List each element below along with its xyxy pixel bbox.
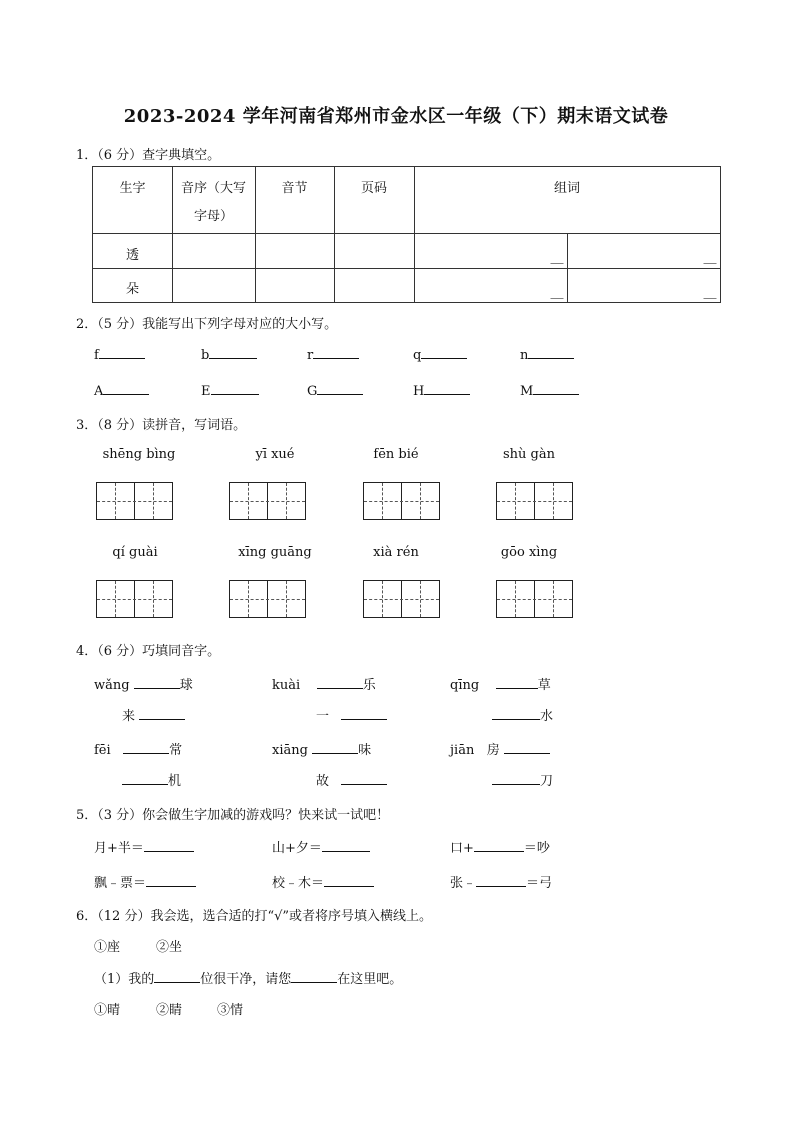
homophone-item: 刀 <box>492 770 553 789</box>
row-char-duo: 朵 <box>125 282 139 297</box>
answer-blank[interactable] <box>341 707 387 720</box>
answer-blank[interactable] <box>312 741 358 754</box>
writing-grid[interactable] <box>229 580 306 618</box>
row-char-tou: 透 <box>125 248 139 263</box>
letter-item: E <box>201 382 259 399</box>
header-syllable: 音节 <box>281 181 308 196</box>
char-math-item: 口+ ＝吵 <box>450 841 550 856</box>
answer-blank[interactable] <box>421 346 467 359</box>
homophone-item: 一 <box>316 705 387 724</box>
homophone-item: wǎng 球 <box>94 678 193 693</box>
letter-item: n <box>520 346 574 363</box>
option-item[interactable]: ②坐 <box>156 940 183 955</box>
answer-blank[interactable] <box>424 382 470 395</box>
header-page: 页码 <box>360 181 387 196</box>
letter-item: G <box>307 382 363 399</box>
option-item[interactable]: ①座 <box>94 940 121 955</box>
homophone-item: 来 <box>122 705 185 724</box>
pinyin-label: xià rén <box>373 545 419 560</box>
answer-blank[interactable] <box>324 874 374 887</box>
answer-blank[interactable] <box>474 839 524 852</box>
pinyin-label: fēn bié <box>373 447 419 462</box>
question-6-heading: 6．（12 分）我会选，选合适的打“√”或者将序号填入横线上。 <box>76 909 433 924</box>
pinyin-label: shù gàn <box>503 447 555 462</box>
option-item[interactable]: ②睛 <box>156 1003 183 1018</box>
answer-blank[interactable] <box>313 346 359 359</box>
homophone-item: xiāng 味 <box>272 743 372 758</box>
pinyin-label: xīng guāng <box>238 545 312 560</box>
blank-mark[interactable]: ＿ <box>550 286 564 301</box>
answer-blank[interactable] <box>123 741 169 754</box>
answer-blank[interactable] <box>122 772 168 785</box>
writing-grid[interactable] <box>363 580 440 618</box>
answer-blank[interactable] <box>496 676 538 689</box>
option-item[interactable]: ③情 <box>217 1003 244 1018</box>
sentence-1: （1）我的 位很干净，请您 在这里吧。 <box>94 972 403 987</box>
answer-blank[interactable] <box>476 874 526 887</box>
answer-blank[interactable] <box>139 707 185 720</box>
answer-blank[interactable] <box>103 382 149 395</box>
pinyin-label: gōo xìng <box>500 545 558 560</box>
pinyin-label: shēng bìng <box>102 447 176 462</box>
char-math-item: 校﹣木＝ <box>272 872 374 891</box>
writing-grid[interactable] <box>496 482 573 520</box>
answer-blank[interactable] <box>317 382 363 395</box>
header-character: 生字 <box>119 181 146 196</box>
question-4-heading: 4．（6 分）巧填同音字。 <box>76 644 221 659</box>
option-item[interactable]: ①晴 <box>94 1003 121 1018</box>
writing-grid[interactable] <box>96 482 173 520</box>
blank-mark[interactable]: ＿ <box>703 286 717 301</box>
letter-item: r <box>307 346 359 363</box>
letter-item: H <box>413 382 470 399</box>
answer-blank[interactable] <box>146 874 196 887</box>
pinyin-label: yī xué <box>255 447 295 462</box>
char-math-item: 飘﹣票＝ <box>94 872 196 891</box>
homophone-item: kuài 乐 <box>272 678 376 693</box>
homophone-item: jiān 房 <box>450 739 550 758</box>
blank-mark[interactable]: ＿ <box>703 251 717 266</box>
header-words: 组词 <box>553 181 580 196</box>
writing-grid[interactable] <box>229 482 306 520</box>
answer-blank[interactable] <box>322 839 370 852</box>
question-2-heading: 2．（5 分）我能写出下列字母对应的大小写。 <box>76 317 338 332</box>
answer-blank[interactable] <box>504 741 550 754</box>
answer-blank[interactable] <box>209 346 257 359</box>
char-math-item: 张﹣ ＝弓 <box>450 876 553 891</box>
question-1-heading: 1．（6 分）查字典填空。 <box>76 148 221 163</box>
answer-blank[interactable] <box>492 707 540 720</box>
answer-blank[interactable] <box>134 676 180 689</box>
blank-mark[interactable]: ＿ <box>550 251 564 266</box>
homophone-item: qīng 草 <box>450 678 551 693</box>
homophone-item: fēi 常 <box>94 743 183 758</box>
answer-blank[interactable] <box>317 676 363 689</box>
answer-blank[interactable] <box>341 772 387 785</box>
char-math-item: 山+夕＝ <box>272 837 370 856</box>
char-math-item: 月+半＝ <box>94 837 194 856</box>
homophone-item: 故 <box>316 770 387 789</box>
pinyin-label: qí guài <box>112 545 158 560</box>
answer-blank[interactable] <box>144 839 194 852</box>
answer-blank[interactable] <box>99 346 145 359</box>
letter-item: M <box>520 382 579 399</box>
dictionary-table <box>92 166 721 303</box>
question-3-heading: 3．（8 分）读拼音，写词语。 <box>76 418 247 433</box>
letter-item: b <box>201 346 257 363</box>
homophone-item: 水 <box>492 705 553 724</box>
answer-blank[interactable] <box>291 970 337 983</box>
homophone-item: 机 <box>122 770 181 789</box>
answer-blank[interactable] <box>533 382 579 395</box>
writing-grid[interactable] <box>96 580 173 618</box>
answer-blank[interactable] <box>528 346 574 359</box>
letter-item: A <box>94 382 149 399</box>
answer-blank[interactable] <box>492 772 540 785</box>
header-initial-1: 音序（大写 <box>180 181 246 196</box>
writing-grid[interactable] <box>496 580 573 618</box>
header-initial-2: 字母） <box>193 209 233 224</box>
letter-item: f <box>94 346 145 363</box>
answer-blank[interactable] <box>154 970 200 983</box>
writing-grid[interactable] <box>363 482 440 520</box>
page-title: 2023-2024 学年河南省郑州市金水区一年级（下）期末语文试卷 <box>123 106 669 127</box>
letter-item: q <box>413 346 467 363</box>
answer-blank[interactable] <box>211 382 259 395</box>
question-5-heading: 5．（3 分）你会做生字加减的游戏吗？快来试一试吧！ <box>76 808 390 823</box>
